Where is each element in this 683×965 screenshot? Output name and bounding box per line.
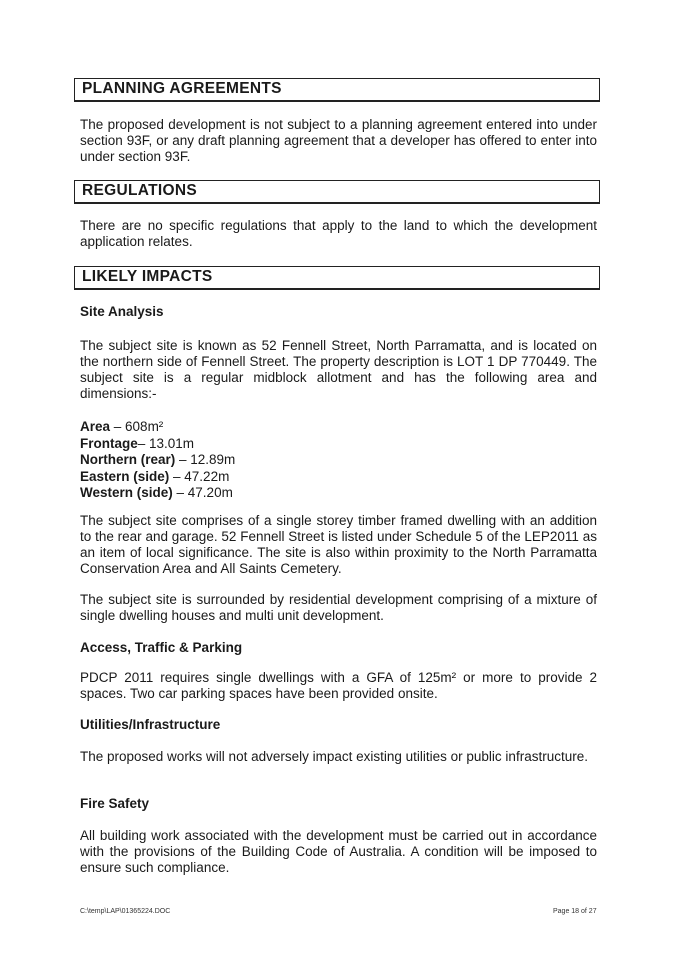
planning-agreements-heading-box xyxy=(74,78,600,102)
dimension-northern xyxy=(80,452,235,469)
utilities-infrastructure-heading: Utilities/Infrastructure xyxy=(80,717,221,732)
dimension-western-label: Western (side) xyxy=(80,485,173,500)
dimension-area-value: – 608m² xyxy=(110,419,164,434)
planning-agreements-heading: PLANNING AGREEMENTS xyxy=(82,80,282,97)
dimension-eastern-label: Eastern (side) xyxy=(80,468,170,484)
dimension-eastern-value: – 47.22m xyxy=(169,468,230,484)
regulations-heading-box xyxy=(74,180,600,204)
site-analysis-paragraph-3: The subject site is surrounded by residential development comprising of a mixture of single dwelling houses and multi unit development. xyxy=(80,592,597,623)
footer-page-number: Page 18 of 27 xyxy=(553,908,597,915)
fire-safety-heading: Fire Safety xyxy=(80,796,150,811)
dimension-western xyxy=(80,485,235,502)
dimension-area-label: Area xyxy=(80,419,111,434)
regulations-heading: REGULATIONS xyxy=(82,182,197,199)
dimension-northern-label: Northern (rear) xyxy=(80,452,176,467)
fire-safety-paragraph: All building work associated with the development must be carried out in accordance with the provisions of the Building Code of Australia. A condition will be imposed to ensure such compliance. xyxy=(80,828,597,875)
likely-impacts-heading: LIKELY IMPACTS xyxy=(82,268,213,285)
planning-agreements-paragraph: The proposed development is not subject to a planning agreement entered into under section 93F, or any draft planning agreement that a developer has offered to enter into under section 93F. xyxy=(80,117,597,164)
dimension-eastern xyxy=(80,469,235,486)
access-traffic-parking-paragraph: PDCP 2011 requires single dwellings with a GFA of 125m² or more to provide 2 spaces. Two car parking spaces have been provided onsite. xyxy=(80,670,597,701)
likely-impacts-heading-box xyxy=(74,266,600,290)
site-analysis-heading: Site Analysis xyxy=(80,304,164,319)
dimension-area xyxy=(80,419,235,436)
footer-file-path: C:\temp\LAP\01365224.DOC xyxy=(80,908,171,915)
utilities-infrastructure-paragraph: The proposed works will not adversely impact existing utilities or public infrastructure. xyxy=(80,749,588,764)
dimension-frontage xyxy=(80,436,235,453)
site-analysis-paragraph-1: The subject site is known as 52 Fennell Street, North Parramatta, and is located on the northern side of Fennell Street. The property description is LOT 1 DP 770449. The subject site is a regular midblock allotment and has the following area and dimensions:- xyxy=(80,338,597,401)
regulations-paragraph: There are no specific regulations that apply to the land to which the development application relates. xyxy=(80,218,597,249)
access-traffic-parking-heading: Access, Traffic & Parking xyxy=(80,640,243,655)
site-analysis-paragraph-2: The subject site comprises of a single storey timber framed dwelling with an addition to the rear and garage. 52 Fennell Street is listed under Schedule 5 of the LEP2011 as an item of local significance. The site is also within proximity to the North Parramatta Conservation Area and All Saints Cemetery. xyxy=(80,513,597,576)
dimension-western-value: – 47.20m xyxy=(172,485,233,500)
dimension-frontage-label: Frontage xyxy=(80,435,138,451)
site-dimensions-list xyxy=(80,419,235,502)
dimension-frontage-value: – 13.01m xyxy=(137,435,195,451)
dimension-northern-value: – 12.89m xyxy=(175,452,236,467)
